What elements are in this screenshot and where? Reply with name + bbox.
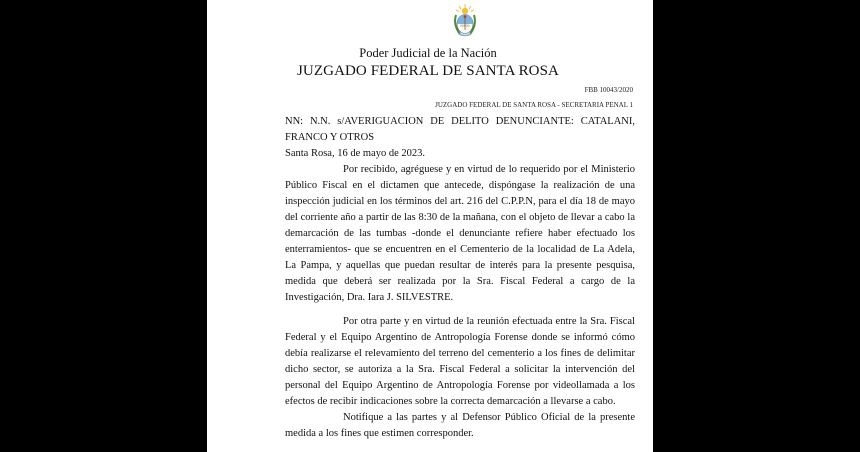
secretariat-reference: JUZGADO FEDERAL DE SANTA ROSA - SECRETARIA PENAL 1 — [435, 101, 633, 109]
paragraph-gap — [285, 306, 635, 314]
paragraph-1: Por recibido, agréguese y en virtud de lo requerido por el Ministerio Público Fiscal en el dictamen que antecede, dispóngase la realización de una inspección judicial en los términos del art. 216 del C.P.P.N, para el día 18 de mayo del corriente año a partir de las 8:30 de la mañana, con el objeto de llevar a cabo la demarcación de las tumbas -donde el denunciante refiere haber efectuado los enterramientos- que se encuentren en el Cementerio de la localidad de La Adela, La Pampa, y aquellas que puedan resultar de interés para la presente pesquisa, medida que deberá ser realizada por la Sra. Fiscal Federal a cargo de la Investigación, Dra. Iara J. SILVESTRE. — [285, 164, 635, 303]
paragraph-3: Notifique a las partes y al Defensor Público Oficial de la presente medida a los fines que estimen corresponder. — [285, 412, 635, 439]
institution-name: Poder Judicial de la Nación — [359, 46, 497, 60]
document-page — [207, 0, 653, 452]
coat-of-arms-icon — [451, 3, 479, 39]
paragraph-2: Por otra parte y en virtud de la reunión efectuada entre la Sra. Fiscal Federal y el Equipo Argentino de Antropología Forense donde se informó cómo debía realizarse el relevamiento del terreno del cementerio a los fines de delimitar dicho sector, se autoriza a la Sra. Fiscal Federal a solicitar la intervención del personal del Equipo Argentino de Antropología Forense por videollamada a los efectos de recibir indicaciones sobre la correcta demarcación a llevarse a cabo. — [285, 316, 635, 407]
court-name: JUZGADO FEDERAL DE SANTA ROSA — [297, 63, 559, 79]
case-number: FBB 10043/2020 — [584, 86, 633, 94]
case-title: NN: N.N. s/AVERIGUACION DE DELITO DENUNCIANTE: CATALANI, FRANCO Y OTROS — [285, 116, 635, 143]
date-line: Santa Rosa, 16 de mayo de 2023. — [285, 148, 425, 159]
document-body — [285, 114, 635, 442]
